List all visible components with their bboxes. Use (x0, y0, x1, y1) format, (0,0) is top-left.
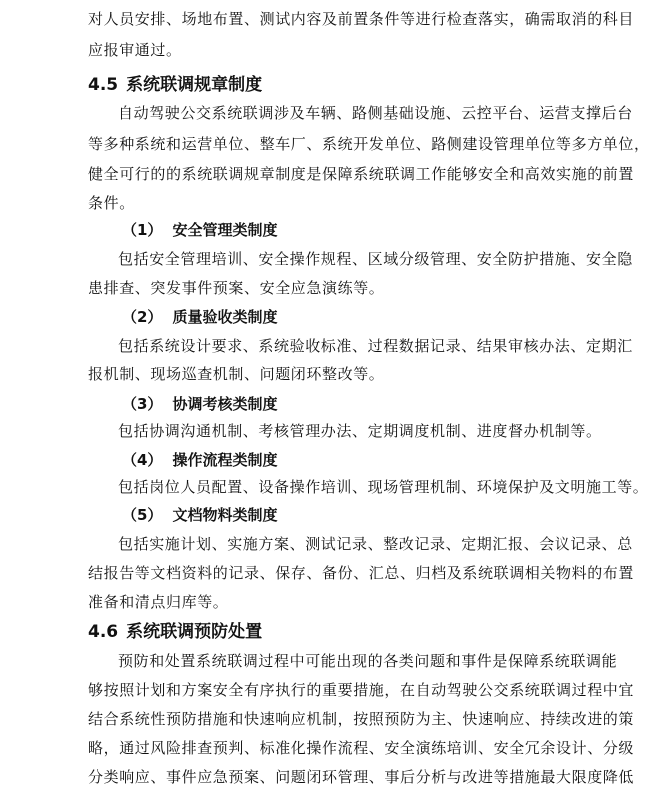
intro-line-2: 应报审通过。 (88, 41, 182, 59)
section-heading-4-5 (88, 70, 262, 95)
subsection-title: 协调考核类制度 (172, 395, 278, 413)
section-title: 系统联调预防处置 (126, 622, 263, 642)
subsection-number: （2） (122, 308, 163, 326)
subsection-title: 操作流程类制度 (172, 451, 278, 469)
paragraph-line: 准备和清点归库等。 (88, 593, 229, 611)
paragraph-line: 患排查、突发事件预案、安全应急演练等。 (88, 279, 385, 297)
paragraph-line: 预防和处置系统联调过程中可能出现的各类问题和事件是保障系统联调能 (118, 652, 618, 670)
subsection-title: 安全管理类制度 (172, 221, 278, 239)
paragraph-line: 报机制、现场巡查机制、问题闭环整改等。 (88, 365, 385, 383)
section-heading-4-6 (88, 617, 262, 642)
subsection-heading-3 (122, 393, 277, 414)
section-number: 4.5 (88, 75, 119, 95)
paragraph-line: 包括协调沟通机制、考核管理办法、定期调度机制、进度督办机制等。 (118, 422, 602, 440)
paragraph-line: 等多种系统和运营单位、整车厂、系统开发单位、路侧建设管理单位等多方单位， (88, 135, 650, 153)
subsection-number: （4） (122, 451, 163, 469)
paragraph-line: 条件。 (88, 194, 135, 212)
subsection-number: （1） (122, 221, 163, 239)
subsection-heading-2 (122, 306, 277, 327)
paragraph-line: 略，通过风险排查预判、标准化操作流程、安全演练培训、安全冗余设计、分级 (88, 739, 635, 757)
paragraph-line: 包括系统设计要求、系统验收标准、过程数据记录、结果审核办法、定期汇 (118, 337, 633, 355)
paragraph-line: 自动驾驶公交系统联调涉及车辆、路侧基础设施、云控平台、运营支撑后台 (118, 104, 633, 122)
subsection-heading-5 (122, 504, 277, 525)
subsection-number: （3） (122, 395, 163, 413)
subsection-title: 文档物料类制度 (172, 506, 278, 524)
subsection-heading-4 (122, 449, 277, 470)
section-title: 系统联调规章制度 (126, 75, 263, 95)
paragraph-line: 够按照计划和方案安全有序执行的重要措施，在自动驾驶公交系统联调过程中宜 (88, 681, 635, 699)
paragraph-line: 包括岗位人员配置、设备操作培训、现场管理机制、环境保护及文明施工等。 (118, 478, 649, 496)
paragraph-line: 包括安全管理培训、安全操作规程、区域分级管理、安全防护措施、安全隐 (118, 250, 633, 268)
section-number: 4.6 (88, 622, 119, 642)
paragraph-line: 分类响应、事件应急预案、问题闭环管理、事后分析与改进等措施最大限度降低 (88, 768, 635, 786)
paragraph-line: 结报告等文档资料的记录、保存、备份、汇总、归档及系统联调相关物料的布置 (88, 564, 635, 582)
paragraph-line: 包括实施计划、实施方案、测试记录、整改记录、定期汇报、会议记录、总 (118, 535, 633, 553)
paragraph-line: 结合系统性预防措施和快速响应机制，按照预防为主、快速响应、持续改进的策 (88, 710, 635, 728)
subsection-heading-1 (122, 219, 277, 240)
intro-line-1: 对人员安排、场地布置、测试内容及前置条件等进行检查落实，确需取消的科目 (88, 10, 635, 28)
subsection-title: 质量验收类制度 (172, 308, 278, 326)
subsection-number: （5） (122, 506, 163, 524)
paragraph-line: 健全可行的的系统联调规章制度是保障系统联调工作能够安全和高效实施的前置 (88, 165, 635, 183)
